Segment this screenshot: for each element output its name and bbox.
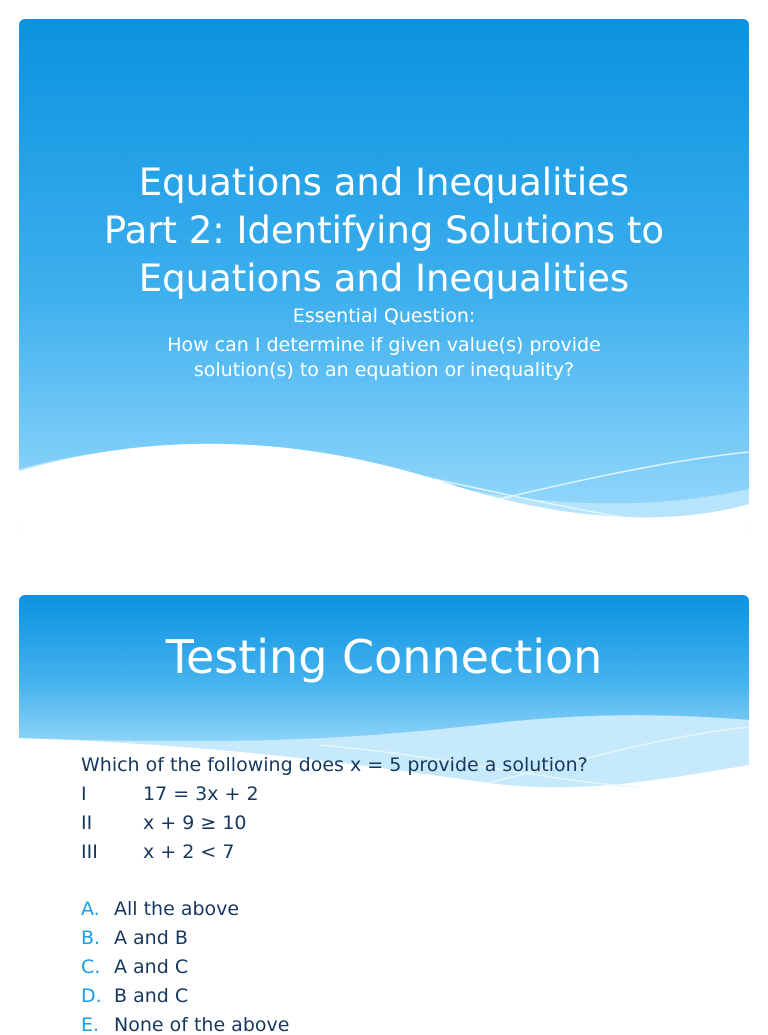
essential-question	[19, 303, 749, 383]
option-text: None of the above	[114, 1014, 290, 1035]
option-letter: D.	[81, 985, 102, 1007]
question-text: Which of the following does x = 5 provide a solution?	[81, 754, 588, 776]
list-item	[81, 809, 701, 838]
title-slide	[19, 19, 749, 529]
title-line: Equations and Inequalities	[138, 257, 630, 300]
essential-question-label: Essential Question:	[292, 305, 476, 327]
slide-title: Testing Connection	[165, 630, 603, 684]
list-item	[81, 838, 701, 867]
answer-option-d[interactable]	[81, 982, 701, 1011]
question-line: solution(s) to an equation or inequality?	[193, 359, 575, 381]
option-text: A and C	[114, 956, 189, 978]
option-letter: E.	[81, 1014, 100, 1035]
question-line: How can I determine if given value(s) provide	[167, 334, 601, 356]
option-letter: A.	[81, 898, 100, 920]
option-text: A and B	[114, 927, 188, 949]
testing-connection-slide	[19, 595, 749, 1035]
list-item	[81, 780, 701, 809]
answer-option-b[interactable]	[81, 924, 701, 953]
option-text: All the above	[114, 898, 240, 920]
answer-option-a[interactable]	[81, 895, 701, 924]
roman-numeral: I	[81, 783, 87, 805]
roman-numeral: II	[81, 812, 93, 834]
answer-option-e[interactable]	[81, 1011, 701, 1035]
equation: 17 = 3x + 2	[143, 783, 259, 805]
title-line: Equations and Inequalities	[138, 161, 630, 204]
slide-title	[19, 159, 749, 303]
option-letter: B.	[81, 927, 101, 949]
spacer	[81, 867, 701, 895]
option-text: B and C	[114, 985, 189, 1007]
equation: x + 2 < 7	[143, 841, 235, 863]
option-letter: C.	[81, 956, 101, 978]
roman-numeral: III	[81, 841, 98, 863]
equation: x + 9 ≥ 10	[143, 812, 247, 834]
title-line: Part 2: Identifying Solutions to	[103, 209, 665, 252]
question-body	[81, 751, 701, 1035]
answer-option-c[interactable]	[81, 953, 701, 982]
